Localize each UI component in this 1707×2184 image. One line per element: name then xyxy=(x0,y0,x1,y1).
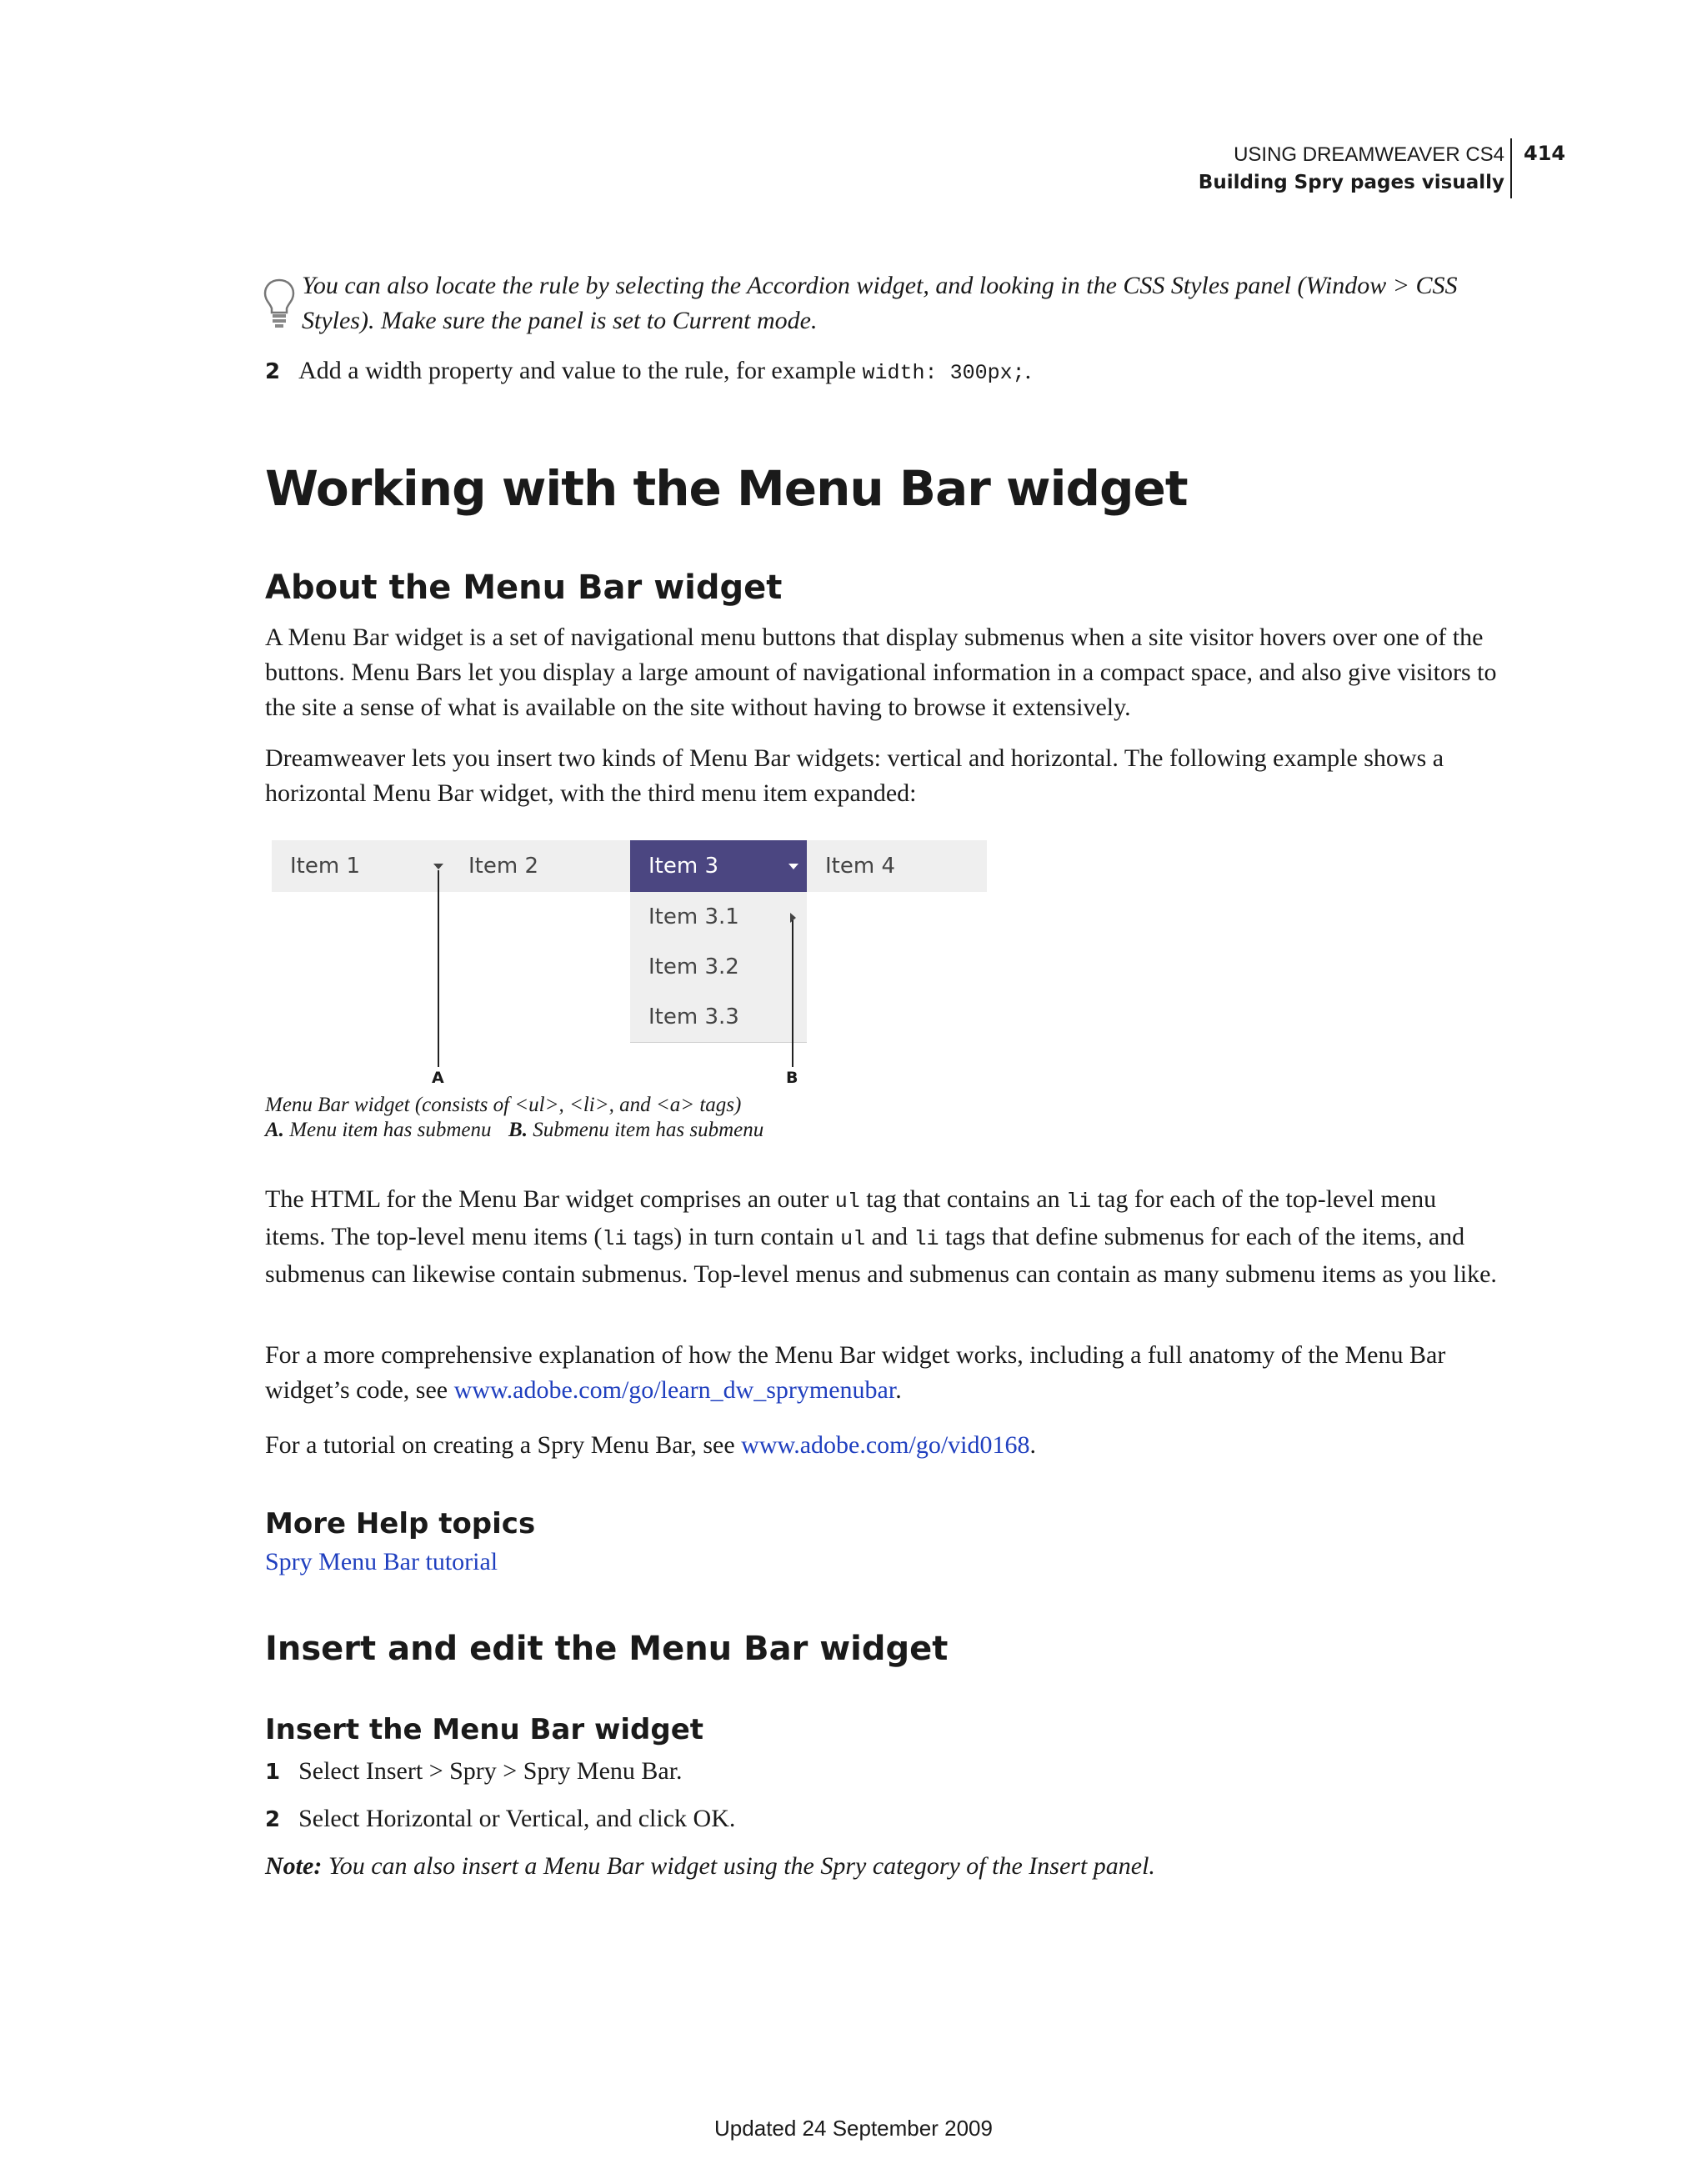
code-snippet: width: 300px; xyxy=(862,361,1025,385)
menu-item-3-active: Item 3 xyxy=(630,840,807,892)
callout-label-a: A xyxy=(432,1069,444,1087)
footer-updated-date: Updated 24 September 2009 xyxy=(714,2116,993,2141)
about-paragraph-1: A Menu Bar widget is a set of navigational menu buttons that display submenus when a site visitor hovers over one of the buttons. Menu Bars let you display a large amount of navigational information in a compact space, and also give visitors to the site a sense of what is available on the site without having to browse it extensively. xyxy=(265,624,1497,721)
callout-line-b xyxy=(792,920,793,1067)
menu-bar-figure xyxy=(272,840,987,1090)
header-divider xyxy=(1510,138,1512,198)
submenu-arrow-icon xyxy=(788,864,798,869)
section-heading-insert-edit: Insert and edit the Menu Bar widget xyxy=(265,1630,949,1668)
submenu-item-3-2: Item 3.2 xyxy=(630,942,807,992)
running-header-section: Building Spry pages visually xyxy=(1198,172,1504,193)
step-number: 2 xyxy=(265,359,281,384)
figure-caption: Menu Bar widget (consists of <ul>, <li>, and <a> tags) A. Menu item has submenu B. Submenu item has submenu xyxy=(265,1094,764,1141)
callout-line-a xyxy=(438,870,439,1067)
more-help-heading: More Help topics xyxy=(265,1507,536,1540)
spry-menu-bar-tutorial-link[interactable]: Spry Menu Bar tutorial xyxy=(265,1548,498,1575)
submenu-arrow-icon xyxy=(433,864,443,869)
step-text: Add a width property and value to the rule, for example xyxy=(298,357,863,384)
step-2-top: 2 Add a width property and value to the rule, for example width: 300px;. xyxy=(265,357,1032,385)
tutorial-paragraph: For a tutorial on creating a Spry Menu Bar, see www.adobe.com/go/vid0168. xyxy=(265,1431,1036,1459)
subsection-heading-insert: Insert the Menu Bar widget xyxy=(265,1713,704,1746)
page-title: Working with the Menu Bar widget xyxy=(265,460,1188,517)
insert-step-1: 1 Select Insert > Spry > Spry Menu Bar. xyxy=(265,1757,683,1785)
lightbulb-icon xyxy=(263,278,296,329)
tip-text: You can also locate the rule by selecting the Accordion widget, and looking in the CSS Styles panel (Window > CSS Styles). Make sure the panel is set to Current mode. xyxy=(302,272,1458,334)
tutorial-video-link[interactable]: www.adobe.com/go/vid0168 xyxy=(741,1431,1030,1459)
section-heading-about: About the Menu Bar widget xyxy=(265,569,783,607)
insert-step-2: 2 Select Horizontal or Vertical, and click OK. xyxy=(265,1805,736,1832)
about-paragraph-2: Dreamweaver lets you insert two kinds of Menu Bar widgets: vertical and horizontal. The following example shows a horizontal Menu Bar widget, with the third menu item expanded: xyxy=(265,744,1444,807)
note: Note: You can also insert a Menu Bar widget using the Spry category of the Insert panel. xyxy=(265,1852,1155,1880)
menu-item-4: Item 4 xyxy=(825,854,895,879)
callout-label-b: B xyxy=(786,1069,798,1087)
page-number: 414 xyxy=(1524,142,1566,165)
running-header-title: USING DREAMWEAVER CS4 xyxy=(1234,143,1504,166)
html-structure-paragraph: The HTML for the Menu Bar widget comprises an outer ul tag that contains an li tag for each of the top-level menu items. The top-level menu items (li tags) in turn contain ul and li tags that define submenus for each of the items, and submenus can likewise contain submenus. Top-level menus and submenus can contain as many submenu items as you like. xyxy=(265,1185,1497,1288)
explanation-paragraph: For a more comprehensive explanation of how the Menu Bar widget works, including a full anatomy of the Menu Bar widget’s code, see www.adobe.com/go/learn_dw_sprymenubar. xyxy=(265,1341,1446,1404)
submenu-item-3-1: Item 3.1 xyxy=(630,892,807,942)
menu-item-1: Item 1 xyxy=(290,854,360,879)
sprymenubar-link[interactable]: www.adobe.com/go/learn_dw_sprymenubar xyxy=(453,1376,896,1404)
submenu-item-3-3: Item 3.3 xyxy=(630,992,807,1042)
menu-item-2: Item 2 xyxy=(468,854,538,879)
